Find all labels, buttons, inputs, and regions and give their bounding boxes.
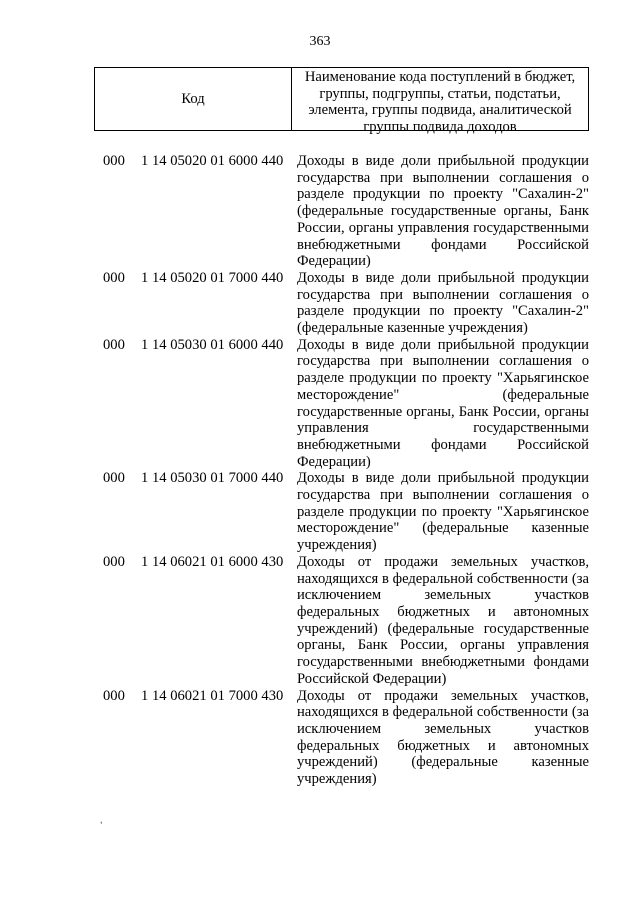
description-line: Доходы в виде доли прибыльной продукции [297, 153, 589, 169]
table-body [0, 153, 640, 788]
scan-speck: ‘ [100, 820, 103, 829]
table-row [0, 470, 640, 554]
table-row [0, 688, 640, 788]
description-line: разделе продукции по проекту "Харьягинское [297, 503, 589, 520]
description-line: государственные органы, Банк России, органы [297, 403, 589, 420]
income-description [297, 688, 589, 788]
description-line: (федеральные казенные учреждения) [297, 320, 528, 337]
description-line: государственными внебюджетными фондами [297, 654, 589, 671]
description-line: находящихся в федеральной собственности (за [297, 570, 589, 587]
income-code: 1 14 05020 01 6000 440 [141, 153, 284, 169]
description-line: государства при выполнении соглашения о [297, 169, 589, 186]
description-line: учреждения) [297, 537, 377, 554]
description-line: федеральных бюджетных и автономных [297, 603, 589, 620]
header-name-cell [292, 68, 588, 135]
admin-code: 000 [103, 553, 125, 570]
description-line: Российской Федерации) [297, 670, 447, 687]
header-code-cell: Код [95, 68, 292, 130]
description-line: (федеральные государственные органы, Банк [297, 203, 589, 220]
table-row [0, 554, 640, 688]
description-line: России, органы управления государственными [297, 219, 589, 236]
header-name-line: группы, подгруппы, статьи, подстатьи, [319, 85, 561, 102]
description-line: месторождение" (федеральные казенные [297, 520, 589, 537]
description-line: управления государственными [297, 420, 589, 437]
description-line: федеральных бюджетных и автономных [297, 737, 589, 754]
income-description [297, 554, 589, 688]
description-line: государства при выполнении соглашения о [297, 286, 589, 303]
table-header [94, 67, 589, 135]
admin-code: 000 [103, 336, 125, 353]
table-row [0, 270, 640, 337]
description-line: исключением земельных участков [297, 720, 589, 737]
description-line: Доходы от продажи земельных участков, [297, 687, 589, 704]
income-description [297, 153, 589, 270]
description-line: Федерации) [297, 453, 371, 470]
description-line: месторождение" (федеральные [297, 386, 589, 403]
income-code: 1 14 05030 01 6000 440 [141, 336, 284, 353]
admin-code: 000 [103, 269, 125, 286]
table-row [0, 153, 640, 270]
income-code: 1 14 06021 01 6000 430 [141, 553, 284, 570]
description-line: Федерации) [297, 253, 371, 270]
table-row [0, 337, 640, 471]
description-line: внебюджетными фондами Российской [297, 436, 589, 453]
description-line: внебюджетными фондами Российской [297, 236, 589, 253]
income-description [297, 470, 589, 554]
description-line: Доходы от продажи земельных участков, [297, 553, 589, 570]
description-line: находящихся в федеральной собственности (за [297, 704, 589, 721]
income-code: 1 14 05020 01 7000 440 [141, 269, 284, 286]
description-line: учреждения) [297, 771, 377, 788]
income-code: 1 14 06021 01 7000 430 [141, 687, 284, 704]
description-line: разделе продукции по проекту "Сахалин-2" [297, 186, 589, 203]
description-line: Доходы в виде доли прибыльной продукции [297, 470, 589, 487]
description-line: органы, Банк России, органы управления [297, 637, 589, 654]
admin-code: 000 [103, 153, 125, 169]
description-line: разделе продукции по проекту "Харьягинское [297, 370, 589, 387]
income-code: 1 14 05030 01 7000 440 [141, 470, 284, 487]
header-name-line: группы подвида доходов [363, 118, 517, 135]
description-line: Доходы в виде доли прибыльной продукции [297, 336, 589, 353]
admin-code: 000 [103, 687, 125, 704]
description-line: государства при выполнении соглашения о [297, 353, 589, 370]
page-number: 363 [309, 34, 331, 49]
admin-code: 000 [103, 470, 125, 487]
description-line: разделе продукции по проекту "Сахалин-2" [297, 303, 589, 320]
header-name-line: элемента, группы подвида, аналитической [308, 102, 572, 118]
description-line: учреждений) (федеральные казенные [297, 754, 589, 771]
income-description [297, 337, 589, 471]
header-name-line: Наименование кода поступлений в бюджет, [304, 69, 576, 85]
description-line: исключением земельных участков [297, 587, 589, 604]
income-description [297, 270, 589, 337]
description-line: государства при выполнении соглашения о [297, 487, 589, 504]
description-line: Доходы в виде доли прибыльной продукции [297, 269, 589, 286]
description-line: учреждений) (федеральные государственные [297, 620, 589, 637]
